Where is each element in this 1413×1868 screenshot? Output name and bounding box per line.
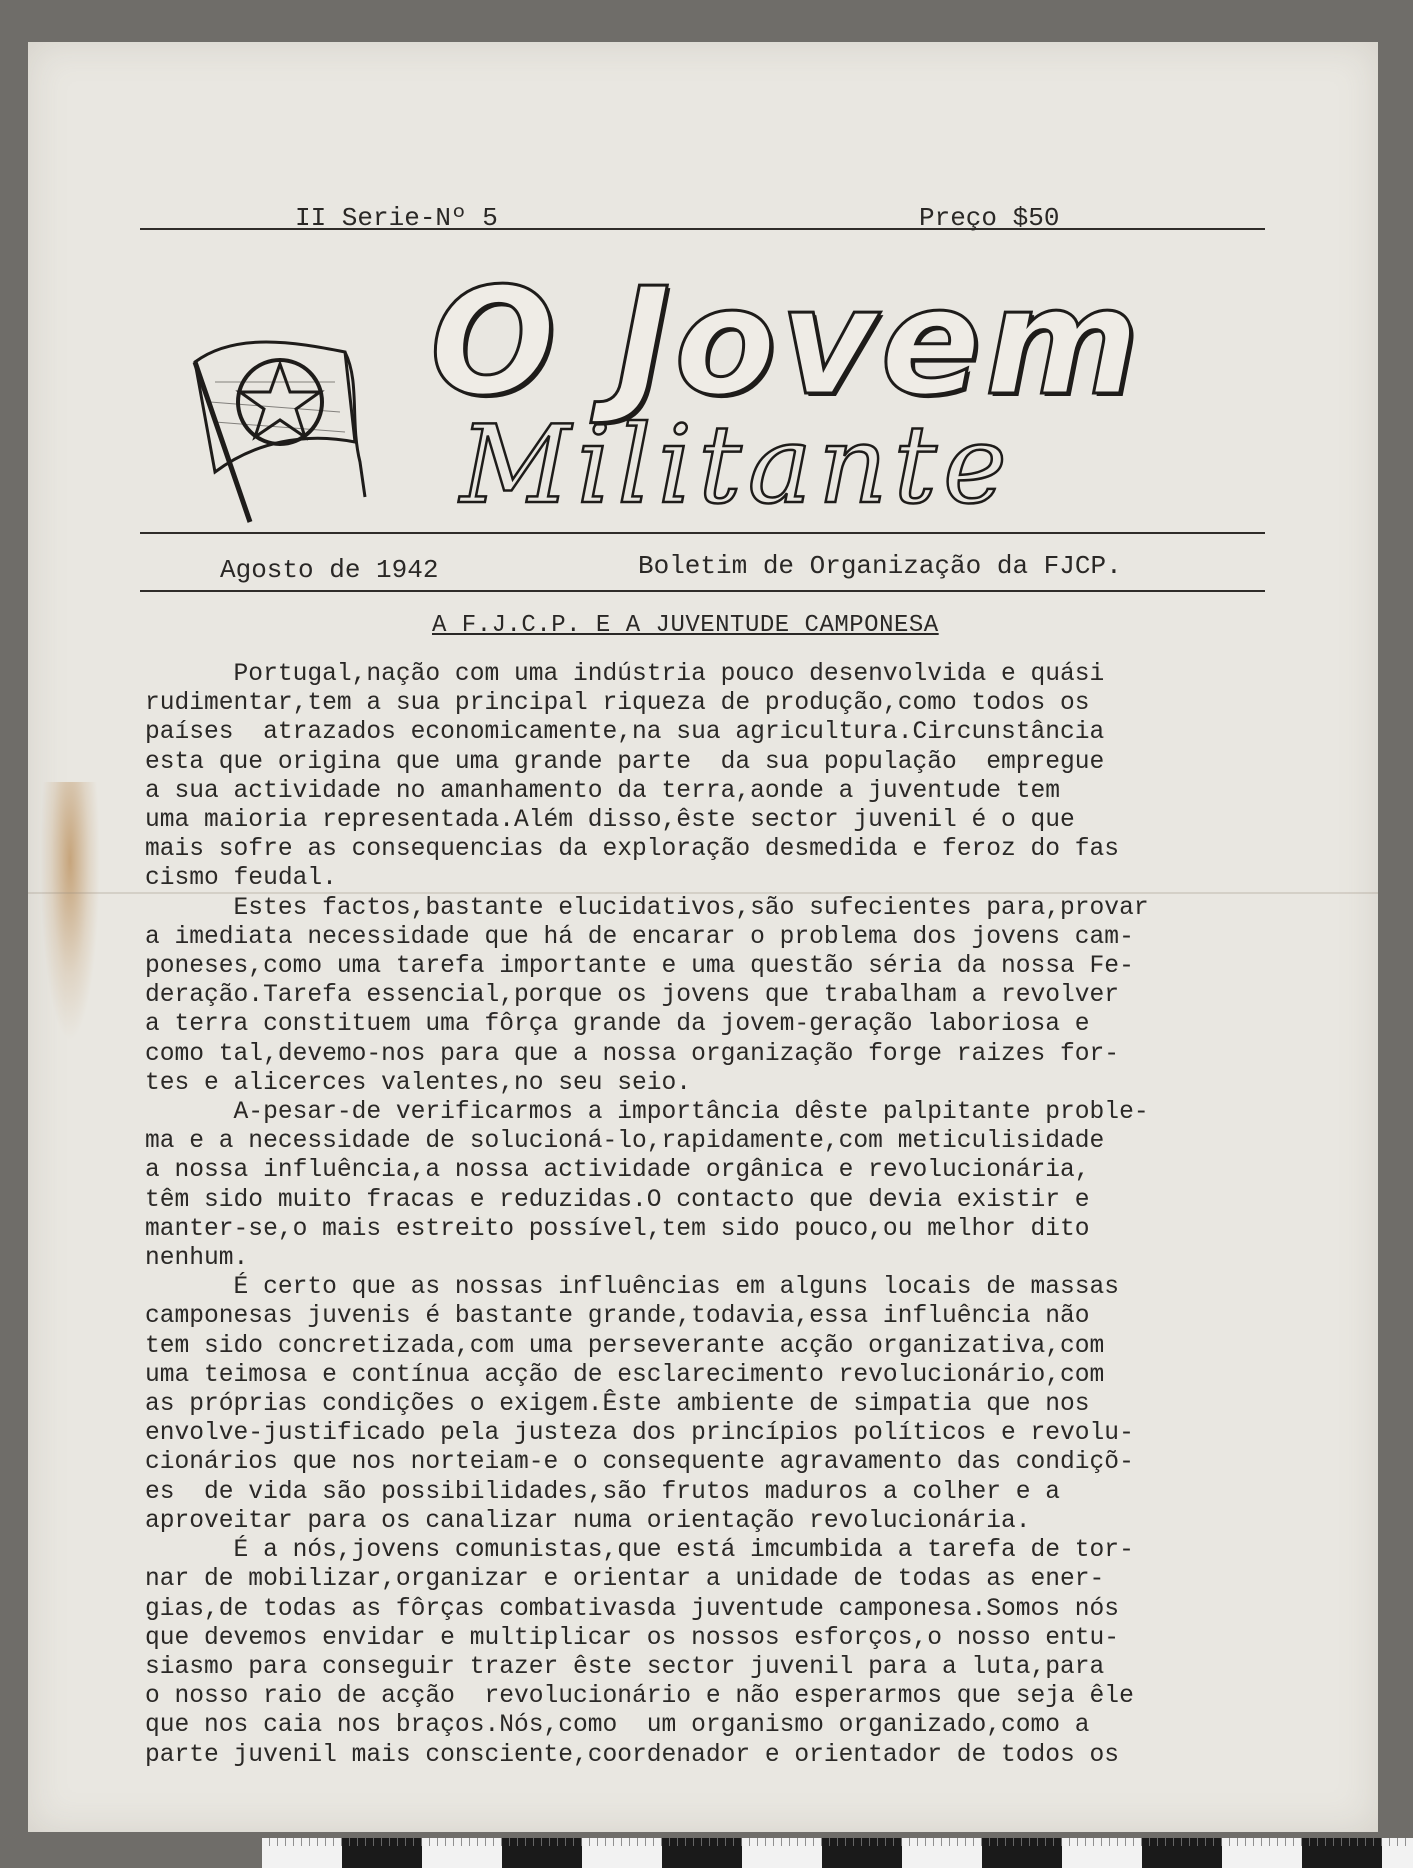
- article-line: a imediata necessidade que há de encarar o problema dos jovens cam-: [145, 923, 1134, 951]
- article-line: o nosso raio de acção revolucionário e não esperarmos que seja êle: [145, 1683, 1134, 1711]
- article-line: Estes factos,bastante elucidativos,são sufecientes para,provar: [145, 894, 1149, 922]
- article-line: gias,de todas as fôrças combativasda juventude camponesa.Somos nós: [145, 1595, 1120, 1623]
- article-line: tem sido concretizada,com uma perseverante acção organizativa,com: [145, 1332, 1105, 1360]
- article-line: as próprias condições o exigem.Êste ambiente de simpatia que nos: [145, 1391, 1090, 1419]
- article-line: camponesas juvenis é bastante grande,todavia,essa influência não: [145, 1303, 1090, 1331]
- rust-stain: [40, 782, 100, 1042]
- article-line: es de vida são possibilidades,são frutos maduros a colher e a: [145, 1478, 1061, 1506]
- article-line: que nos caia nos braços.Nós,como um organismo organizado,como a: [145, 1712, 1090, 1740]
- article-body: [145, 660, 1285, 1770]
- article-line: É certo que as nossas influências em alguns locais de massas: [145, 1274, 1120, 1302]
- article-line: siasmo para conseguir trazer êste sector juvenil para a luta,para: [145, 1653, 1105, 1681]
- article-line: É a nós,jovens comunistas,que está imcumbida a tarefa de tor-: [145, 1537, 1134, 1565]
- article-line: uma maioria representada.Além disso,êste sector juvenil é o que: [145, 807, 1075, 835]
- article-line: países atrazados economicamente,na sua agricultura.Circunstância: [145, 719, 1105, 747]
- article-line: Portugal,nação com uma indústria pouco desenvolvida e quási: [145, 661, 1105, 688]
- article-line: a nossa influência,a nossa actividade orgânica e revolucionária,: [145, 1157, 1090, 1185]
- article-line: têm sido muito fracas e reduzidas.O contacto que devia existir e: [145, 1186, 1090, 1214]
- article-line: cionários que nos norteiam-e o consequente agravamento das condiçõ-: [145, 1449, 1134, 1477]
- article-line: deração.Tarefa essencial,porque os jovens que trabalham a revolver: [145, 982, 1120, 1010]
- flag-emblem-icon: [175, 322, 385, 527]
- issue-date: Agosto de 1942: [220, 555, 439, 585]
- article-line: que devemos envidar e multiplicar os nossos esforços,o nosso entu-: [145, 1624, 1120, 1652]
- masthead-title-militante: Militante: [460, 403, 1013, 528]
- article-line: mais sofre as consequencias da exploração desmedida e feroz do fas: [145, 836, 1120, 864]
- bulletin-subtitle: Boletim de Organização da FJCP.: [638, 551, 1122, 581]
- article-line: poneses,como uma tarefa importante e uma questão séria da nossa Fe-: [145, 953, 1134, 981]
- article-line: parte juvenil mais consciente,coordenador e orientador de todos os: [145, 1741, 1120, 1769]
- article-line: envolve-justificado pela justeza dos princípios políticos e revolu-: [145, 1420, 1134, 1448]
- article-line: aproveitar para os canalizar numa orientação revolucionária.: [145, 1507, 1031, 1535]
- article-line: ma e a necessidade de solucioná-lo,rapidamente,com meticulisidade: [145, 1128, 1105, 1156]
- article-line: nar de mobilizar,organizar e orientar a unidade de todas as ener-: [145, 1566, 1105, 1594]
- scale-ruler: [262, 1838, 1413, 1868]
- article-line: nenhum.: [145, 1245, 249, 1273]
- header-rule-middle: [140, 532, 1265, 534]
- header-rule-bottom: [140, 590, 1265, 592]
- article-line: manter-se,o mais estreito possível,tem sido pouco,ou melhor dito: [145, 1215, 1090, 1243]
- article-line: cismo feudal.: [145, 865, 337, 893]
- article-line: esta que origina que uma grande parte da sua população empregue: [145, 748, 1105, 776]
- price: Preço $50: [919, 203, 1060, 233]
- article-line: a terra constituem uma fôrça grande da jovem-geração laboriosa e: [145, 1011, 1090, 1039]
- masthead-title-jovem: O Jovem: [430, 256, 1144, 428]
- article-line: rudimentar,tem a sua principal riqueza de produção,como todos os: [145, 690, 1090, 718]
- article-line: a sua actividade no amanhamento da terra,aonde a juventude tem: [145, 777, 1061, 805]
- series-number: II Serie-Nº 5: [295, 203, 498, 233]
- article-line: como tal,devemo-nos para que a nossa organização forge raizes for-: [145, 1040, 1120, 1068]
- article-line: A-pesar-de verificarmos a importância dêste palpitante proble-: [145, 1099, 1149, 1127]
- article-line: tes e alicerces valentes,no seu seio.: [145, 1069, 692, 1097]
- article-line: uma teimosa e contínua acção de esclarecimento revolucionário,com: [145, 1361, 1105, 1389]
- article-headline: A F.J.C.P. E A JUVENTUDE CAMPONESA: [432, 612, 939, 639]
